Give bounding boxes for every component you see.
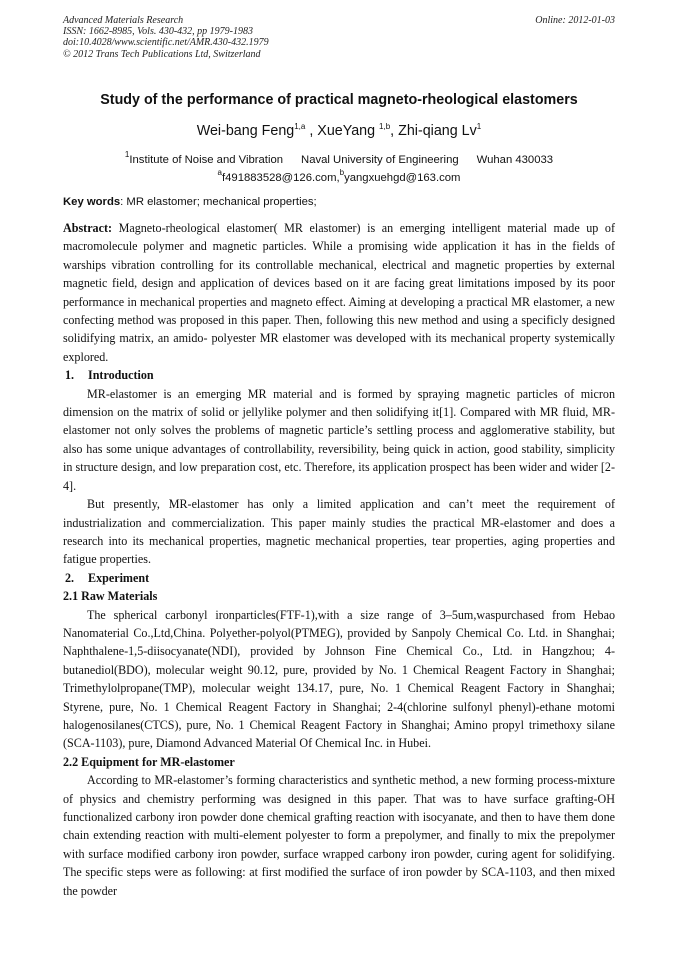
- author-separator: ,: [305, 123, 318, 139]
- abstract: [63, 219, 615, 366]
- email-a: f491883528@126.com,: [222, 172, 340, 184]
- doi-line: doi:10.4028/www.scientific.net/AMR.430-432.1979: [63, 37, 269, 49]
- email-b: yangxuehgd@163.com: [344, 172, 461, 184]
- author-list: [40, 123, 638, 139]
- section-heading: [63, 366, 615, 384]
- author-name: Zhi-qiang Lv: [398, 123, 477, 139]
- affiliation: [40, 150, 638, 166]
- journal-name: Advanced Materials Research: [63, 15, 184, 26]
- paper-body: [63, 219, 615, 900]
- affil-city: Wuhan 430033: [476, 154, 554, 166]
- paper-title: Study of the performance of practical magneto-rheological elastomers: [100, 92, 578, 108]
- paragraph: But presently, MR-elastomer has only a limited application and can’t meet the requirement of industrialization and commercialization. This paper mainly studies the practical MR-elastomer and does a research into its mechanical properties, magnetic mechanical properties, tear properties, aging properties and fatigue properties.: [63, 497, 615, 567]
- author-affil-mark: 1,a: [294, 122, 306, 131]
- keywords-text: : MR elastomer; mechanical properties;: [120, 196, 317, 208]
- paragraph: According to MR-elastomer’s forming characteristics and synthetic method, a new forming process-mixture of physics and chemistry performing was designed in this paper. That was to have surface grafting-OH functionalized carbony iron powder done chemical grafting reaction with isocyanate, and then to have them done chain extending reaction with multi-element polyester to form a prepolymer, and finally to mix the prepolymer with surface modified carbony iron powder, surface wrapped carbony iron powder, curing agent for solidifying. The specific steps were as following: at first modified the surface of iron powder by SCA-1103, and then mixed the powder: [63, 773, 615, 898]
- copyright-line: © 2012 Trans Tech Publications Ltd, Switzerland: [63, 48, 261, 60]
- section-title: Introduction: [88, 368, 154, 383]
- author-name: XueYang: [317, 123, 380, 139]
- author-name: Wei-bang Feng: [196, 123, 295, 139]
- subsection-heading: 2.2 Equipment for MR-elastomer: [63, 754, 235, 769]
- section-number: 1.: [65, 368, 75, 383]
- paragraph: MR-elastomer is an emerging MR material and is formed by spraying magnetic particles of micron dimension on the matrix of solid or jellylike polymer and then solidifying it[1]. Compared with MR fluid, MR-elastomer not only solves the problems of magnetic particle’s settling process and agglomerative stability, but also has some unique advantages of controllability, reversibility, being quick in action, good stability, simplicity in structure design, and low preparation cost, etc. Therefore, its application prospect has been wider and wider [2-4].: [63, 386, 615, 493]
- keywords: [63, 196, 623, 208]
- section-title: Experiment: [88, 570, 150, 585]
- abstract-text: Magneto-rheological elastomer( MR elastomer) is an emerging intelligent material made up of macromolecule polymer and magnetic particles. While a promising wide application it has in the fields of warships vibration controlling for its controllable mechanical, electrical and magnetic properties by external magnetic field, design and application of devices based on it are facing great limitations imposed by its poor performance in mechanical properties and magneto effect. Aiming at developing a practical MR elastomer, a new confecting method was proposed in this paper. Then, following this new method and using a specificly designed solidifying matrix, an amido- polyester MR elastomer was developed with its mechanical property systemically explored.: [63, 221, 615, 364]
- section-number: 2.: [65, 570, 75, 585]
- affil-mark: 1: [124, 150, 130, 159]
- affil-university: Naval University of Engineering: [301, 154, 459, 166]
- email-mark: a: [217, 168, 222, 177]
- abstract-label: Abstract:: [63, 221, 113, 235]
- journal-header: [63, 15, 615, 60]
- issn-line: ISSN: 1662-8985, Vols. 430-432, pp 1979-1983: [63, 26, 253, 38]
- online-date: Online: 2012-01-03: [535, 15, 615, 26]
- paragraph: The spherical carbonyl ironparticles(FTF-1),with a size range of 3–5um,waspurchased from Hebao Nanomaterial Co.,Ltd,China. Polyether-polyol(PTMEG), provided by Sanpoly Chemical Co. Ltd. in Shanghai; Naphthalene-1,5-diisocyanate(NDI), provided by Johnson Fine Chemical Co., Ltd. in Hangzhou; 4-butanediol(BDO), molecular weight 90.12, pure, provided by No. 1 Chemical Reagent Factory in Shanghai; Trimethylolpropane(TMP), molecular weight 134.17, pure, No. 1 Chemical Reagent Factory in Shanghai; Styrene, pure, No. 1 Chemical Reagent Factory in Shanghai; 2-4(chlorine sulfonyl phenyl)-ethane motomi halogenosilanes(CTCS), pure, No. 1 Chemical Reagent Factory in Shanghai; Amino propyl trimethoxy silane (SCA-1103), pure, Diamond Advanced Material Of Chemical Inc. in Hubei.: [63, 607, 615, 751]
- author-separator: ,: [390, 123, 399, 139]
- author-affil-mark: 1: [476, 122, 482, 131]
- subsection-heading: 2.1 Raw Materials: [63, 589, 158, 604]
- email-mark: b: [339, 168, 345, 177]
- author-affil-mark: 1,b: [379, 122, 391, 131]
- affil-institute: Institute of Noise and Vibration: [129, 154, 284, 166]
- author-emails: [40, 168, 638, 184]
- keywords-label: Key words: [63, 196, 121, 208]
- section-heading: [63, 569, 615, 587]
